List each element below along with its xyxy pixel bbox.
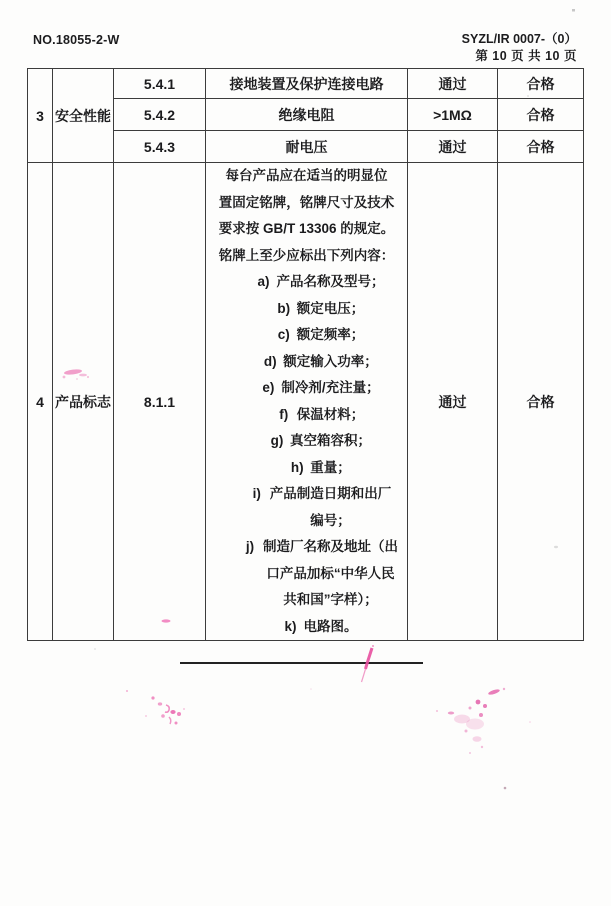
item-cell: 接地装置及保护连接电路 (206, 69, 408, 99)
item-letter: g) (270, 433, 284, 448)
row-number-cell: 3 (28, 69, 53, 163)
nameplate-item (206, 375, 407, 402)
item-continuation-line: 共和国”字样）； (283, 592, 378, 607)
item-text: 真空箱容积； (290, 433, 371, 448)
requirement-cell (206, 163, 408, 641)
item-continuation-line: 口产品加标“中华人民 (266, 565, 395, 581)
nameplate-item (206, 322, 407, 349)
item-text: 制冷剂/充注量； (281, 380, 380, 395)
item-letter: b) (277, 300, 291, 316)
result-cell: 通过 (408, 69, 498, 99)
item-letter: h) (290, 459, 304, 475)
item-letter: a) (257, 274, 270, 289)
item-text: 额定频率； (296, 327, 365, 342)
conclusion-cell: 合格 (498, 69, 584, 99)
nameplate-item (206, 428, 407, 455)
row-number-cell: 4 (28, 163, 53, 641)
result-cell: 通过 (408, 163, 498, 641)
clause-cell: 5.4.1 (114, 69, 206, 99)
header-report-code: SYZL/IR 0007-（0） (461, 32, 577, 46)
requirement-intro-line: 每台产品应在适当的明显位 (225, 168, 388, 183)
nameplate-item (206, 614, 407, 641)
nameplate-item (206, 481, 407, 508)
ink-splatter-left (126, 690, 185, 725)
conclusion-cell: 合格 (498, 99, 584, 131)
table-row (28, 69, 584, 99)
item-continuation-line: 编号； (310, 512, 351, 528)
result-cell: >1MΩ (408, 99, 498, 131)
item-text: 制造厂名称及地址（出 (263, 539, 398, 554)
requirement-intro-line: 要求按 GB/T 13306 的规定。 (218, 221, 395, 236)
header-page-info: 第 10 页 共 10 页 (475, 49, 577, 63)
header-doc-number: NO.18055-2-W (33, 33, 120, 47)
ink-splatter-right (436, 688, 531, 754)
item-letter: d) (263, 353, 277, 369)
table-row (28, 163, 584, 641)
nameplate-item (206, 534, 407, 561)
item-text: 产品名称及型号； (276, 274, 385, 289)
item-letter: k) (284, 618, 297, 634)
item-text: 电路图。 (303, 618, 358, 634)
category-cell: 安全性能 (53, 69, 114, 163)
category-cell: 产品标志 (53, 163, 114, 641)
nameplate-item (206, 455, 407, 482)
end-of-report-line (180, 662, 423, 664)
clause-cell: 5.4.3 (114, 131, 206, 163)
item-text: 额定输入功率； (283, 353, 378, 369)
clause-cell: 5.4.2 (114, 99, 206, 131)
item-letter: j) (245, 539, 255, 554)
clause-cell: 8.1.1 (114, 163, 206, 641)
item-cell: 耐电压 (206, 131, 408, 163)
nameplate-item (206, 402, 407, 429)
conclusion-cell: 合格 (498, 163, 584, 641)
item-letter: f) (279, 406, 289, 422)
conclusion-cell: 合格 (498, 131, 584, 163)
nameplate-item (206, 296, 407, 323)
nameplate-item (206, 269, 407, 296)
test-results-table (27, 68, 584, 641)
result-cell: 通过 (408, 131, 498, 163)
item-cell: 绝缘电阻 (206, 99, 408, 131)
item-text: 额定电压； (296, 300, 365, 316)
item-text: 产品制造日期和出厂 (269, 486, 392, 501)
item-letter: c) (277, 327, 290, 342)
requirement-intro-line: 置固定铭牌，铭牌尺寸及技术 (218, 194, 395, 210)
nameplate-item (206, 349, 407, 376)
item-text: 保温材料； (296, 406, 365, 422)
item-letter: e) (262, 380, 275, 395)
item-text: 重量； (310, 459, 351, 475)
header-right-block (462, 31, 577, 65)
item-letter: i) (252, 486, 261, 501)
requirement-intro-line: 铭牌上至少应标出下列内容： (218, 247, 395, 263)
